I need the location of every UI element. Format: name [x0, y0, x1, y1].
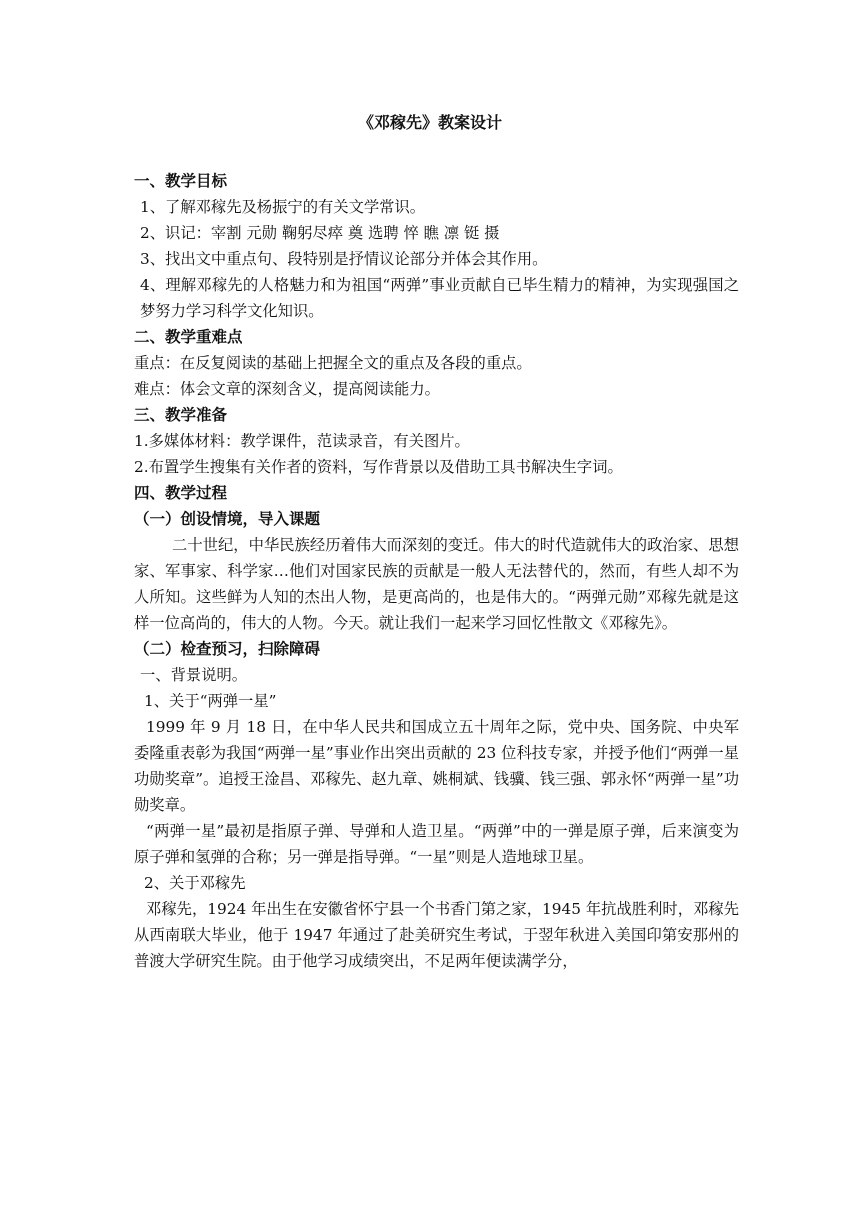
objective-item: 3、找出文中重点句、段特别是抒情议论部分并体会其作用。 — [140, 250, 548, 268]
preparation-item: 1.多媒体材料：教学课件，范读录音，有关图片。 — [134, 432, 470, 450]
section-label: 一、背景说明。 — [140, 666, 248, 684]
body-paragraph: 邓稼先，1924 年出生在安徽省怀宁县一个书香门第之家，1945 年抗战胜利时，邓稼先从西南联大毕业，他于 1947 年通过了赴美研究生考试，于翌年秋进入美国印第安那州的普渡大学研究生院。由于他学习成绩突出，不足两年便读满学分， — [134, 900, 739, 970]
body-paragraph: 1999 年 9 月 18 日，在中华人民共和国成立五十周年之际，党中央、国务院、中央军委隆重表彰为我国“两弹一星”事业作出突出贡献的 23 位科技专家，并授予他们“两弹一星功勋奖章”。追授王淦昌、邓稼先、赵九章、姚桐斌、钱骥、钱三强、郭永怀“两弹一星”功勋奖章。 — [134, 718, 739, 814]
preparation-item: 2.布置学生搜集有关作者的资料，写作背景以及借助工具书解决生字词。 — [134, 458, 623, 476]
body-paragraph: “两弹一星”最初是指原子弹、导弹和人造卫星。“两弹”中的一弹是原子弹，后来演变为原子弹和氢弹的合称；另一弹是指导弹。“一星”则是人造地球卫星。 — [134, 822, 739, 866]
difficult-point: 难点：体会文章的深刻含义，提高阅读能力。 — [134, 380, 440, 398]
document-body — [134, 168, 739, 974]
body-paragraph: 二十世纪，中华民族经历着伟大而深刻的变迁。伟大的时代造就伟大的政治家、思想家、军事家、科学家…他们对国家民族的贡献是一般人无法替代的，然而，有些人却不为人所知。这些鲜为人知的杰出人物，是更高尚的，也是伟大的。“两弹元勋”邓稼先就是这样一位高尚的，伟大的人物。今天。就让我们一起来学习回忆性散文《邓稼先》。 — [134, 536, 739, 632]
document-title: 《邓稼先》教案设计 — [357, 113, 502, 132]
section-label: 1、关于“两弹一星” — [144, 692, 277, 710]
key-point: 重点：在反复阅读的基础上把握全文的重点及各段的重点。 — [134, 354, 532, 372]
heading-preparation: 三、教学准备 — [134, 406, 228, 424]
heading-objectives: 一、教学目标 — [134, 172, 228, 190]
subheading-preview: （二）检查预习，扫除障碍 — [134, 640, 321, 658]
heading-process: 四、教学过程 — [134, 484, 228, 502]
objective-item: 2、识记：宰割 元勋 鞠躬尽瘁 奠 选聘 悴 瞧 凛 铤 摄 — [140, 224, 500, 242]
section-label: 2、关于邓稼先 — [144, 874, 246, 892]
objective-item: 4、理解邓稼先的人格魅力和为祖国“两弹”事业贡献自已毕生精力的精神，为实现强国之梦努力学习科学文化知识。 — [140, 276, 739, 320]
subheading-intro: （一）创设情境，导入课题 — [134, 510, 321, 528]
objective-item: 1、了解邓稼先及杨振宁的有关文学常识。 — [140, 198, 426, 216]
heading-key-points: 二、教学重难点 — [134, 328, 243, 346]
